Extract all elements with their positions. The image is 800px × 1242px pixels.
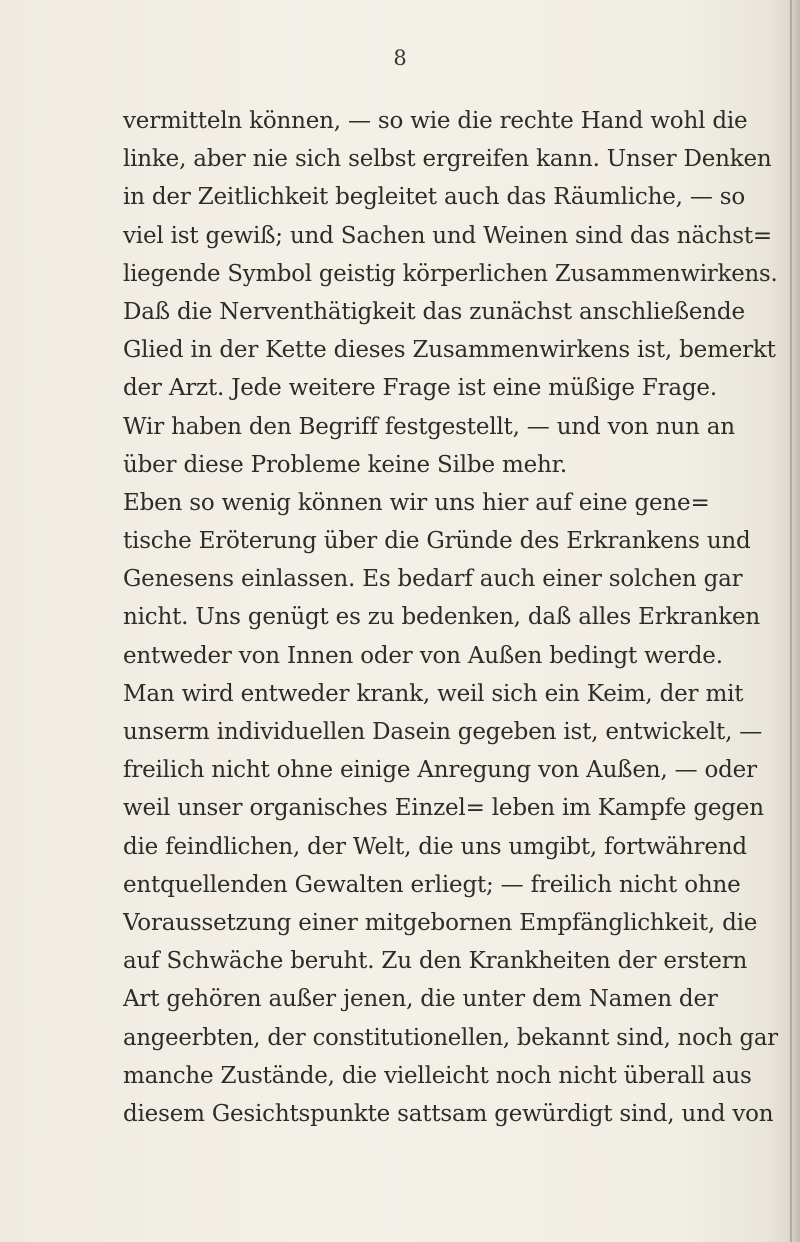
text-line: Man wird entweder krank, weil sich ein Keim, der mit <box>123 680 744 707</box>
text-line: nicht. Uns genügt es zu bedenken, daß alles Erkranken <box>123 604 760 631</box>
text-line: freilich nicht ohne einige Anregung von Außen, — oder <box>123 757 757 784</box>
text-line: viel ist gewiß; und Sachen und Weinen sind das nächst= <box>123 222 772 249</box>
text-line: Glied in der Kette dieses Zusammenwirkens ist, bemerkt <box>123 337 776 364</box>
text-line: Genesens einlassen. Es bedarf auch einer solchen gar <box>123 566 743 593</box>
text-line: Voraussetzung einer mitgebornen Empfänglichkeit, die <box>123 909 758 936</box>
text-line: Art gehören außer jenen, die unter dem Namen der <box>123 986 718 1013</box>
text-line: entweder von Innen oder von Außen bedingt werde. <box>123 642 723 669</box>
text-line: linke, aber nie sich selbst ergreifen kann. Unser Denken <box>123 146 772 173</box>
text-line: diesem Gesichtspunkte sattsam gewürdigt sind, und von <box>123 1100 774 1127</box>
text-line: in der Zeitlichkeit begleitet auch das Räumliche, — so <box>123 184 746 211</box>
page-number: 8 <box>393 46 407 70</box>
text-line: unserm individuellen Dasein gegeben ist, entwickelt, — <box>123 719 763 745</box>
text-line: entquellenden Gewalten erliegt; — freilich nicht ohne <box>123 871 741 898</box>
text-line: auf Schwäche beruht. Zu den Krankheiten der erstern <box>123 948 748 975</box>
text-line: tische Eröterung über die Gründe des Erkrankens und <box>123 528 751 555</box>
text-line: Daß die Nerventhätigkeit das zunächst anschließende <box>123 298 745 325</box>
text-line: Wir haben den Begriff festgestellt, — und von nun an <box>123 413 735 440</box>
text-line: die feindlichen, der Welt, die uns umgibt, fortwährend <box>123 833 747 860</box>
text-line: weil unser organisches Einzel= leben im Kampfe gegen <box>123 795 764 822</box>
text-line: angeerbten, der constitutionellen, bekannt sind, noch gar <box>123 1024 778 1051</box>
body-text <box>123 102 783 1133</box>
page-edge-shadow <box>786 0 800 1242</box>
text-line: der Arzt. Jede weitere Frage ist eine müßige Frage. <box>123 375 717 402</box>
page-edge-line <box>790 0 792 1242</box>
text-line: Eben so wenig können wir uns hier auf eine gene= <box>123 489 710 516</box>
text-line: vermitteln können, — so wie die rechte Hand wohl die <box>123 108 748 134</box>
text-line: liegende Symbol geistig körperlichen Zusammenwirkens. <box>123 260 778 287</box>
text-line: manche Zustände, die vielleicht noch nicht überall aus <box>123 1062 752 1089</box>
text-line: über diese Probleme keine Silbe mehr. <box>123 451 567 478</box>
